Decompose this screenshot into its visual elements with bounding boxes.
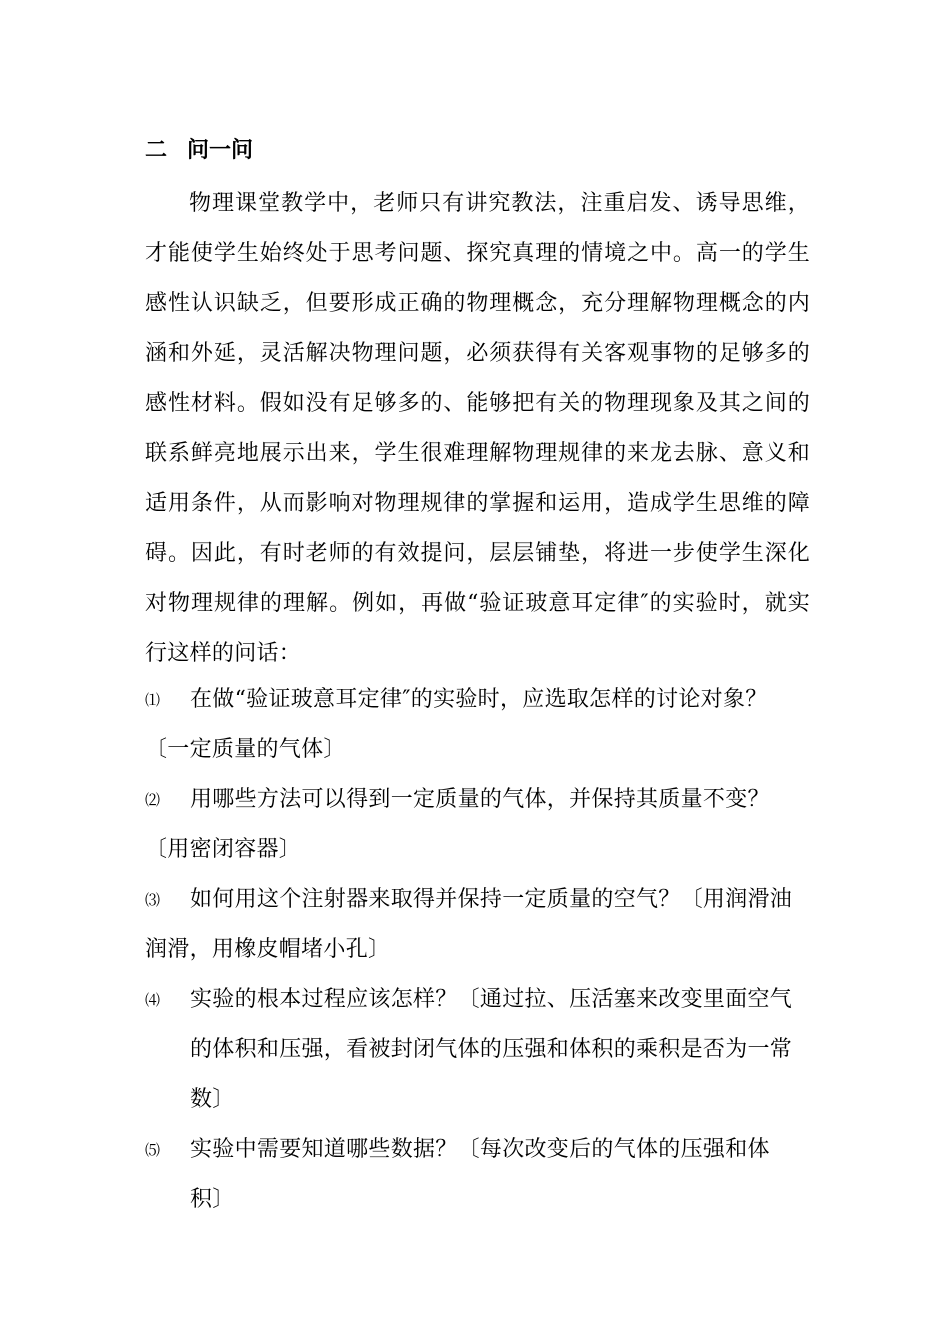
list-item-answer: 〔一定质量的气体〕 xyxy=(145,737,346,762)
list-item-text: 在做“验证玻意耳定律″的实验时，应选取怎样的讨论对象？ xyxy=(190,687,768,712)
list-item-text: 用哪些方法可以得到一定质量的气体，并保持其质量不变？ xyxy=(190,787,770,812)
list-item-text-continued: 润滑，用橡皮帽堵小孔〕 xyxy=(145,937,391,962)
list-item-text-continued: 积〕 xyxy=(190,1187,235,1212)
list-item-text: 实验中需要知道哪些数据？〔每次改变后的气体的压强和体 xyxy=(190,1137,770,1162)
list-item-text: 如何用这个注射器来取得并保持一定质量的空气？〔用润滑油 xyxy=(190,887,793,912)
section-heading xyxy=(145,136,253,166)
list-item-text-continued: 数〕 xyxy=(190,1087,235,1112)
list-item-text-continued: 的体积和压强，看被封闭气体的压强和体积的乘积是否为一常 xyxy=(190,1037,793,1062)
section-title: 问一问 xyxy=(187,138,254,163)
list-item-text: 实验的根本过程应该怎样？〔通过拉、压活塞来改变里面空气 xyxy=(190,987,793,1012)
body-paragraph: 物理课堂教学中，老师只有讲究教法，注重启发、诱导思维，才能使学生始终处于思考问题、探究真理的情境之中。高一的学生感性认识缺乏，但要形成正确的物理概念，充分理解物理概念的内涵和外延，灵活解决物理问题，必须获得有关客观事物的足够多的感性材料。假如没有足够多的、能够把有关的物理现象及其之间的联系鲜亮地展示出来，学生很难理解物理规律的来龙去脉、意义和适用条件，从而影响对物理规律的掌握和运用，造成学生思维的障碍。因此，有时老师的有效提问，层层铺垫，将进一步使学生深化对物理规律的理解。例如，再做“验证玻意耳定律″的实验时，就实行这样的问话： xyxy=(145,191,810,666)
list-item-number: ⑸ xyxy=(145,1141,161,1159)
list-item-number: ⑵ xyxy=(145,791,161,809)
section-number: 二 xyxy=(145,138,168,163)
list-item-number: ⑶ xyxy=(145,891,161,909)
list-item-number: ⑷ xyxy=(145,991,161,1009)
list-item-answer: 〔用密闭容器〕 xyxy=(145,837,302,862)
list-item-number: ⑴ xyxy=(145,691,161,709)
